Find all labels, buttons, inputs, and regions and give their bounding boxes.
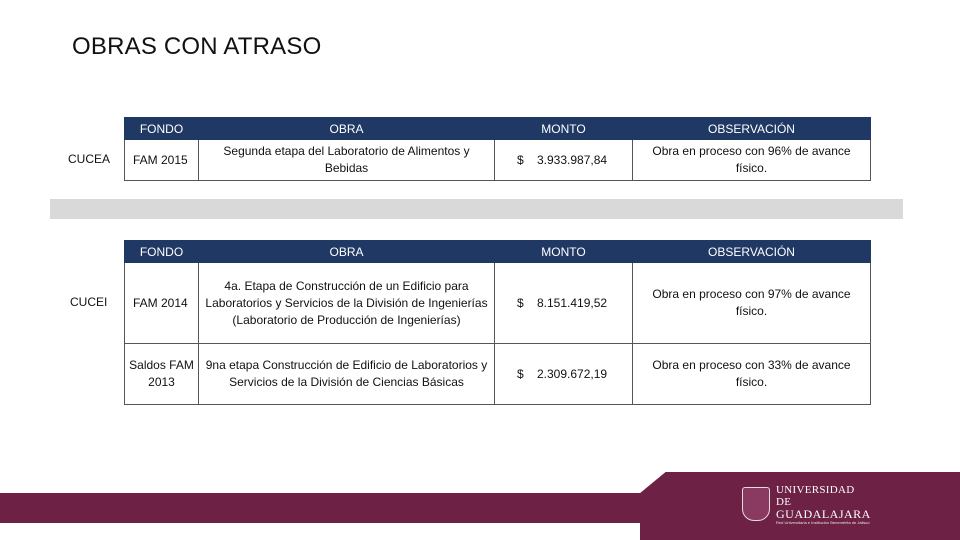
currency-symbol: $	[517, 295, 524, 310]
logo-line-1: UNIVERSIDAD DE	[776, 483, 855, 508]
header-observacion: OBSERVACIÓN	[633, 118, 871, 140]
logo-text	[776, 484, 872, 525]
cucea-table	[124, 117, 871, 181]
header-obra: OBRA	[199, 118, 495, 140]
monto-value: 8.151.419,52	[537, 295, 608, 310]
monto-cell	[495, 140, 633, 181]
currency-symbol: $	[517, 366, 524, 381]
monto-value: 2.309.672,19	[537, 366, 608, 381]
logo-line-2: GUADALAJARA	[776, 506, 871, 521]
monto-cell	[495, 344, 633, 405]
currency-symbol: $	[517, 152, 524, 167]
header-monto: MONTO	[495, 118, 633, 140]
header-fondo: FONDO	[125, 118, 199, 140]
table-header-row	[125, 118, 871, 140]
table-row	[125, 140, 871, 181]
footer-band	[0, 493, 640, 523]
header-observacion: OBSERVACIÓN	[633, 241, 871, 263]
observacion-cell: Obra en proceso con 96% de avance físico.	[633, 140, 871, 181]
monto-cell	[495, 263, 633, 344]
fondo-cell: FAM 2014	[125, 263, 199, 344]
observacion-cell: Obra en proceso con 97% de avance físico.	[633, 263, 871, 344]
monto-value: 3.933.987,84	[537, 152, 608, 167]
header-fondo: FONDO	[125, 241, 199, 263]
header-monto: MONTO	[495, 241, 633, 263]
section-separator	[50, 199, 903, 219]
cucei-label: CUCEI	[70, 295, 108, 309]
university-seal-icon	[742, 487, 770, 521]
obra-cell: 4a. Etapa de Construcción de un Edificio para Laboratorios y Servicios de la División de Ingenierías (Laboratorio de Producción de Ingenierías)	[199, 263, 495, 344]
cucei-table	[124, 240, 871, 405]
obra-cell: Segunda etapa del Laboratorio de Alimentos y Bebidas	[199, 140, 495, 181]
university-logo	[742, 484, 872, 524]
fondo-cell: FAM 2015	[125, 140, 199, 181]
cucea-label: CUCEA	[68, 152, 111, 166]
header-obra: OBRA	[199, 241, 495, 263]
fondo-cell: Saldos FAM 2013	[125, 344, 199, 405]
obra-cell: 9na etapa Construcción de Edificio de Laboratorios y Servicios de la División de Ciencias Básicas	[199, 344, 495, 405]
logo-line-3: Red Universitaria e Institución Benemérita de Jalisco	[776, 519, 870, 525]
table-row	[125, 263, 871, 344]
page-title: OBRAS CON ATRASO	[72, 33, 322, 60]
table-header-row	[125, 241, 871, 263]
table-row	[125, 344, 871, 405]
observacion-cell: Obra en proceso con 33% de avance físico.	[633, 344, 871, 405]
